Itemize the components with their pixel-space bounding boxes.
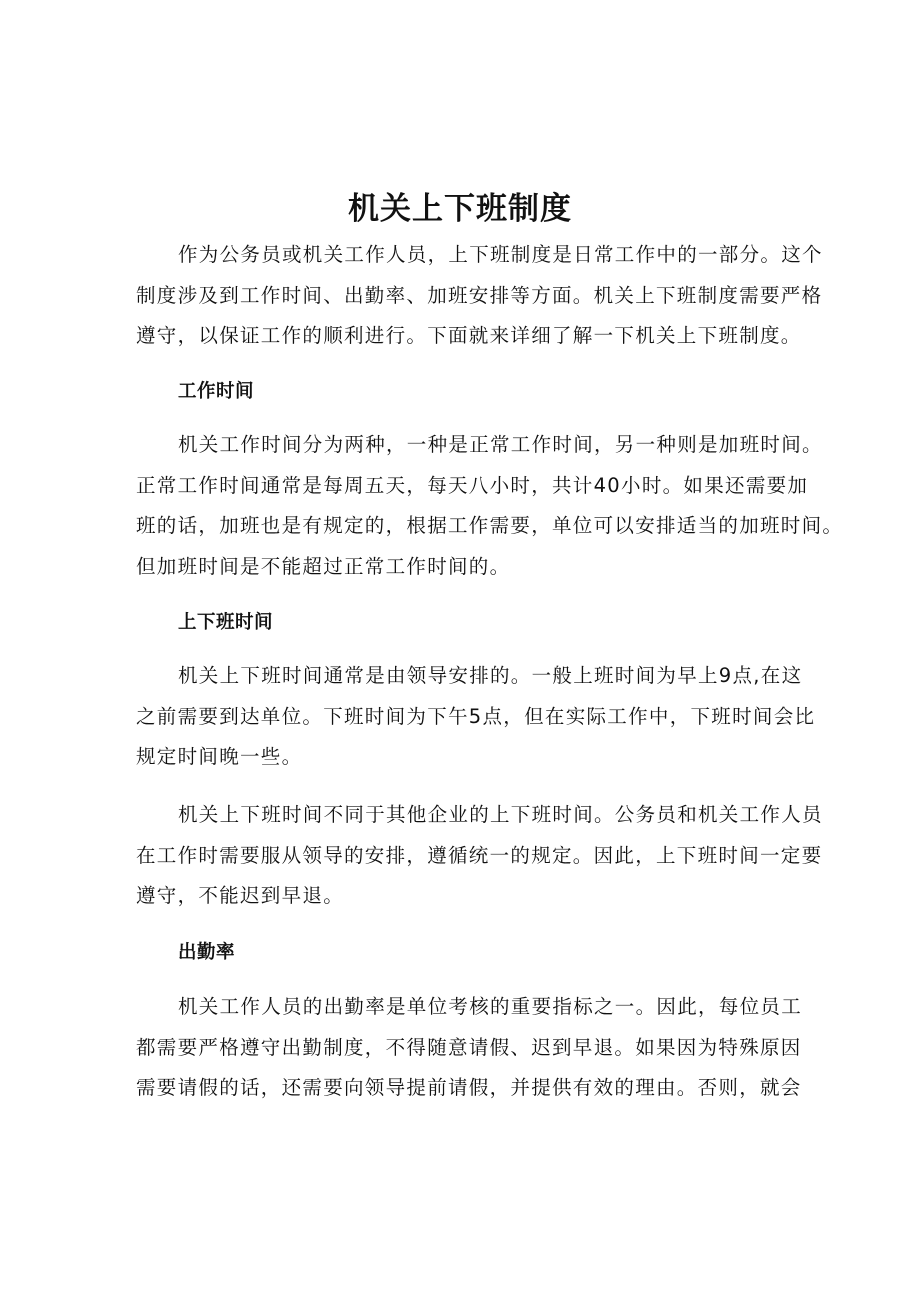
attendance-paragraph: [136, 987, 808, 1109]
intro-line: 作为公务员或机关工作人员，上下班制度是日常工作中的一部分。这个: [178, 243, 823, 266]
paragraph-line: 遵守，不能迟到早退。: [136, 884, 345, 907]
paragraph-line: 正常工作时间通常是每周五天，每天八小时，共计40小时。如果还需要加: [136, 473, 809, 497]
intro-line: 遵守，以保证工作的顺利进行。下面就来详细了解一下机关上下班制度。: [136, 324, 802, 347]
section-heading-commute-time: 上下班时间: [178, 612, 274, 633]
intro-paragraph: [136, 235, 823, 357]
paragraph-line: 都需要严格遵守出勤制度，不得随意请假、迟到早退。如果因为特殊原因: [136, 1035, 802, 1059]
paragraph-line: 机关上下班时间不同于其他企业的上下班时间。公务员和机关工作人员: [178, 803, 823, 826]
work-hours-paragraph: [136, 425, 844, 587]
paragraph-line: 机关工作人员的出勤率是单位考核的重要指标之一。因此，每位员工: [178, 995, 803, 1018]
paragraph-line: 机关工作时间分为两种，一种是正常工作时间，另一种则是加班时间。: [178, 433, 823, 456]
paragraph-line: 之前需要到达单位。下班时间为下午5点，但在实际工作中，下班时间会比: [136, 704, 816, 728]
commute-time-paragraph-2: [136, 795, 823, 917]
paragraph-line: 班的话，加班也是有规定的，根据工作需要，单位可以安排适当的加班时间。: [136, 514, 844, 537]
paragraph-line: 机关上下班时间通常是由领导安排的。一般上班时间为早上9点,在这: [178, 664, 803, 687]
intro-line: 制度涉及到工作时间、出勤率、加班安排等方面。机关上下班制度需要严格: [136, 283, 823, 307]
paragraph-line: 规定时间晚一些。: [136, 745, 303, 768]
paragraph-line: 在工作时需要服从领导的安排，遵循统一的规定。因此，上下班时间一定要: [136, 843, 823, 867]
paragraph-line: 但加班时间是不能超过正常工作时间的。: [136, 554, 511, 578]
commute-time-paragraph-1: [136, 656, 816, 778]
document-title: 机关上下班制度: [348, 191, 572, 227]
section-heading-work-hours: 工作时间: [178, 381, 255, 402]
section-heading-attendance: 出勤率: [178, 942, 236, 963]
paragraph-line: 需要请假的话，还需要向领导提前请假，并提供有效的理由。否则，就会: [136, 1076, 802, 1099]
